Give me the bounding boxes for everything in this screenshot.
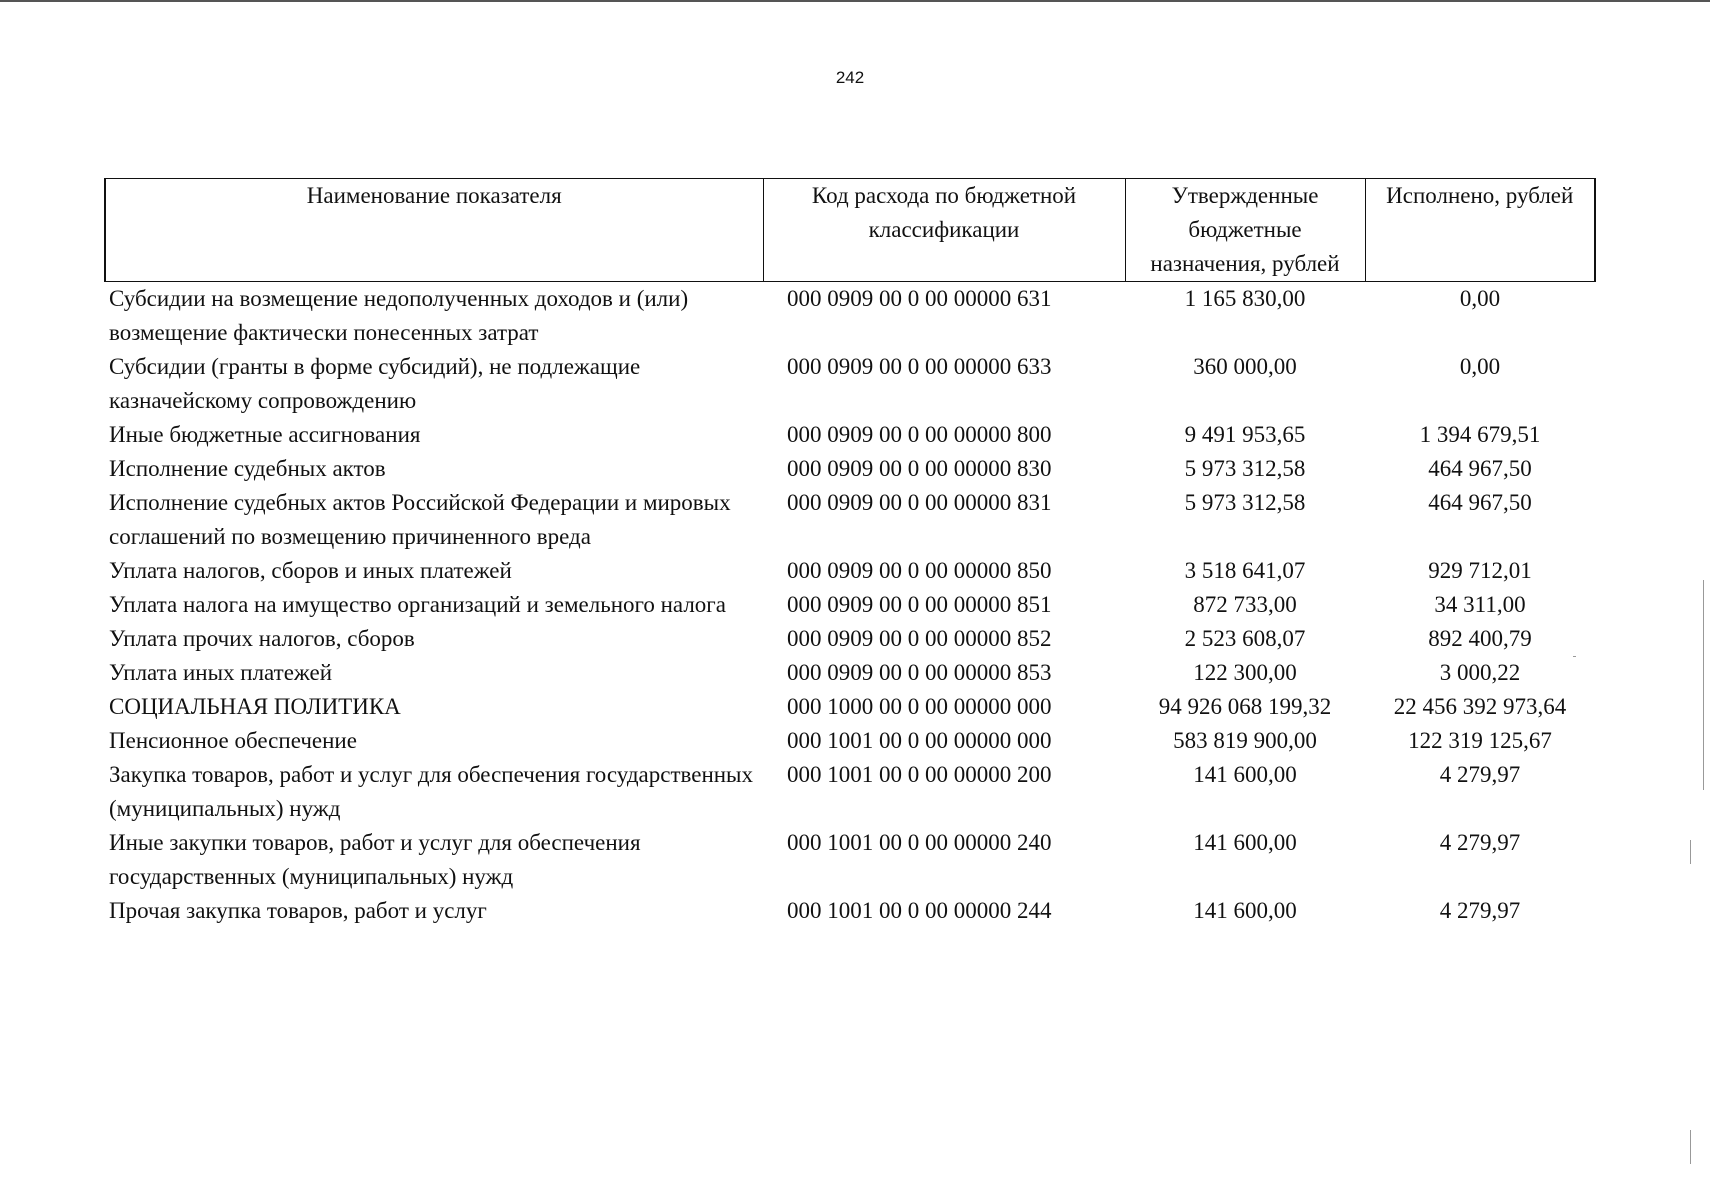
header-row xyxy=(105,179,1595,282)
row-code: 000 0909 00 0 00 00000 851 xyxy=(787,592,1052,617)
page-number: 242 xyxy=(835,68,865,87)
row-approved: 141 600,00 xyxy=(1193,762,1297,787)
row-name: Исполнение судебных актов xyxy=(109,456,386,481)
row-approved: 141 600,00 xyxy=(1193,898,1297,923)
row-code: 000 0909 00 0 00 00000 800 xyxy=(787,422,1052,447)
header-executed: Исполнено, рублей xyxy=(1365,179,1595,282)
row-approved: 583 819 900,00 xyxy=(1173,728,1317,753)
row-approved: 9 491 953,65 xyxy=(1184,422,1306,447)
row-executed: 4 279,97 xyxy=(1439,762,1521,787)
row-executed: 929 712,01 xyxy=(1428,558,1532,583)
table-row xyxy=(105,554,1595,588)
table-row xyxy=(105,656,1595,690)
row-code: 000 0909 00 0 00 00000 633 xyxy=(787,354,1052,379)
row-code: 000 1001 00 0 00 00000 200 xyxy=(787,762,1052,787)
table-row xyxy=(105,622,1595,656)
row-executed: 1 394 679,51 xyxy=(1419,422,1541,447)
row-approved: 360 000,00 xyxy=(1193,354,1297,379)
row-executed: 892 400,79 xyxy=(1428,626,1532,651)
row-name: Иные закупки товаров, работ и услуг для обеспечения государственных (муниципальных) нужд xyxy=(109,830,641,889)
row-name: Иные бюджетные ассигнования xyxy=(109,422,421,447)
row-name: Закупка товаров, работ и услуг для обеспечения государственных (муниципальных) нужд xyxy=(109,762,754,821)
row-executed: 4 279,97 xyxy=(1439,830,1521,855)
row-executed: 3 000,22 xyxy=(1439,660,1521,685)
row-executed: 34 311,00 xyxy=(1434,592,1526,617)
row-approved: 1 165 830,00 xyxy=(1184,286,1306,311)
row-approved: 3 518 641,07 xyxy=(1184,558,1306,583)
row-name: Пенсионное обеспечение xyxy=(109,728,357,753)
row-name: Субсидии (гранты в форме субсидий), не подлежащие казначейскому сопровождению xyxy=(109,354,641,413)
row-approved: 141 600,00 xyxy=(1193,830,1297,855)
table-row xyxy=(105,894,1595,928)
row-code: 000 1001 00 0 00 00000 000 xyxy=(787,728,1052,753)
row-executed: 0,00 xyxy=(1459,286,1501,311)
table-row xyxy=(105,452,1595,486)
row-code: 000 1001 00 0 00 00000 244 xyxy=(787,898,1052,923)
row-name: Уплата налога на имущество организаций и земельного налога xyxy=(109,592,726,617)
table-row xyxy=(105,690,1595,724)
scan-top-edge xyxy=(0,0,1710,2)
row-executed: 0,00 xyxy=(1459,354,1501,379)
row-approved: 5 973 312,58 xyxy=(1184,456,1306,481)
row-name: СОЦИАЛЬНАЯ ПОЛИТИКА xyxy=(109,694,401,719)
table-row xyxy=(105,724,1595,758)
row-code: 000 0909 00 0 00 00000 831 xyxy=(787,490,1052,515)
row-name: Уплата прочих налогов, сборов xyxy=(109,626,415,651)
row-executed: 464 967,50 xyxy=(1428,456,1532,481)
row-name: Прочая закупка товаров, работ и услуг xyxy=(109,898,487,923)
row-name: Уплата налогов, сборов и иных платежей xyxy=(109,558,512,583)
row-approved: 2 523 608,07 xyxy=(1184,626,1306,651)
row-executed: 22 456 392 973,64 xyxy=(1393,694,1567,719)
scan-artifact xyxy=(1573,656,1576,657)
table-row xyxy=(105,282,1595,351)
row-code: 000 0909 00 0 00 00000 850 xyxy=(787,558,1052,583)
row-code: 000 0909 00 0 00 00000 830 xyxy=(787,456,1052,481)
table-row xyxy=(105,418,1595,452)
row-executed: 464 967,50 xyxy=(1428,490,1532,515)
table-row xyxy=(105,350,1595,418)
budget-execution-table xyxy=(104,178,1596,928)
row-code: 000 0909 00 0 00 00000 853 xyxy=(787,660,1052,685)
table-row xyxy=(105,758,1595,826)
row-code: 000 0909 00 0 00 00000 631 xyxy=(787,286,1052,311)
row-executed: 4 279,97 xyxy=(1439,898,1521,923)
row-approved: 94 926 068 199,32 xyxy=(1158,694,1332,719)
header-approved: Утвержденные бюджетные назначения, рублей xyxy=(1125,179,1365,282)
header-name: Наименование показателя xyxy=(105,179,763,282)
row-approved: 122 300,00 xyxy=(1193,660,1297,685)
row-executed: 122 319 125,67 xyxy=(1408,728,1552,753)
table-row xyxy=(105,588,1595,622)
row-name: Субсидии на возмещение недополученных доходов и (или) возмещение фактически понесенных затрат xyxy=(109,286,689,345)
table-row xyxy=(105,486,1595,554)
row-name: Исполнение судебных актов Российской Федерации и мировых соглашений по возмещению причиненного вреда xyxy=(109,490,731,549)
scan-artifact xyxy=(1690,840,1691,864)
row-approved: 5 973 312,58 xyxy=(1184,490,1306,515)
row-name: Уплата иных платежей xyxy=(109,660,333,685)
row-approved: 872 733,00 xyxy=(1193,592,1297,617)
table-header xyxy=(105,179,1595,282)
row-code: 000 0909 00 0 00 00000 852 xyxy=(787,626,1052,651)
row-code: 000 1001 00 0 00 00000 240 xyxy=(787,830,1052,855)
table-row xyxy=(105,826,1595,894)
header-code: Код расхода по бюджетной классификации xyxy=(763,179,1125,282)
scan-artifact xyxy=(1690,1130,1691,1164)
scan-artifact xyxy=(1703,580,1704,790)
table-body xyxy=(105,282,1595,929)
row-code: 000 1000 00 0 00 00000 000 xyxy=(787,694,1052,719)
